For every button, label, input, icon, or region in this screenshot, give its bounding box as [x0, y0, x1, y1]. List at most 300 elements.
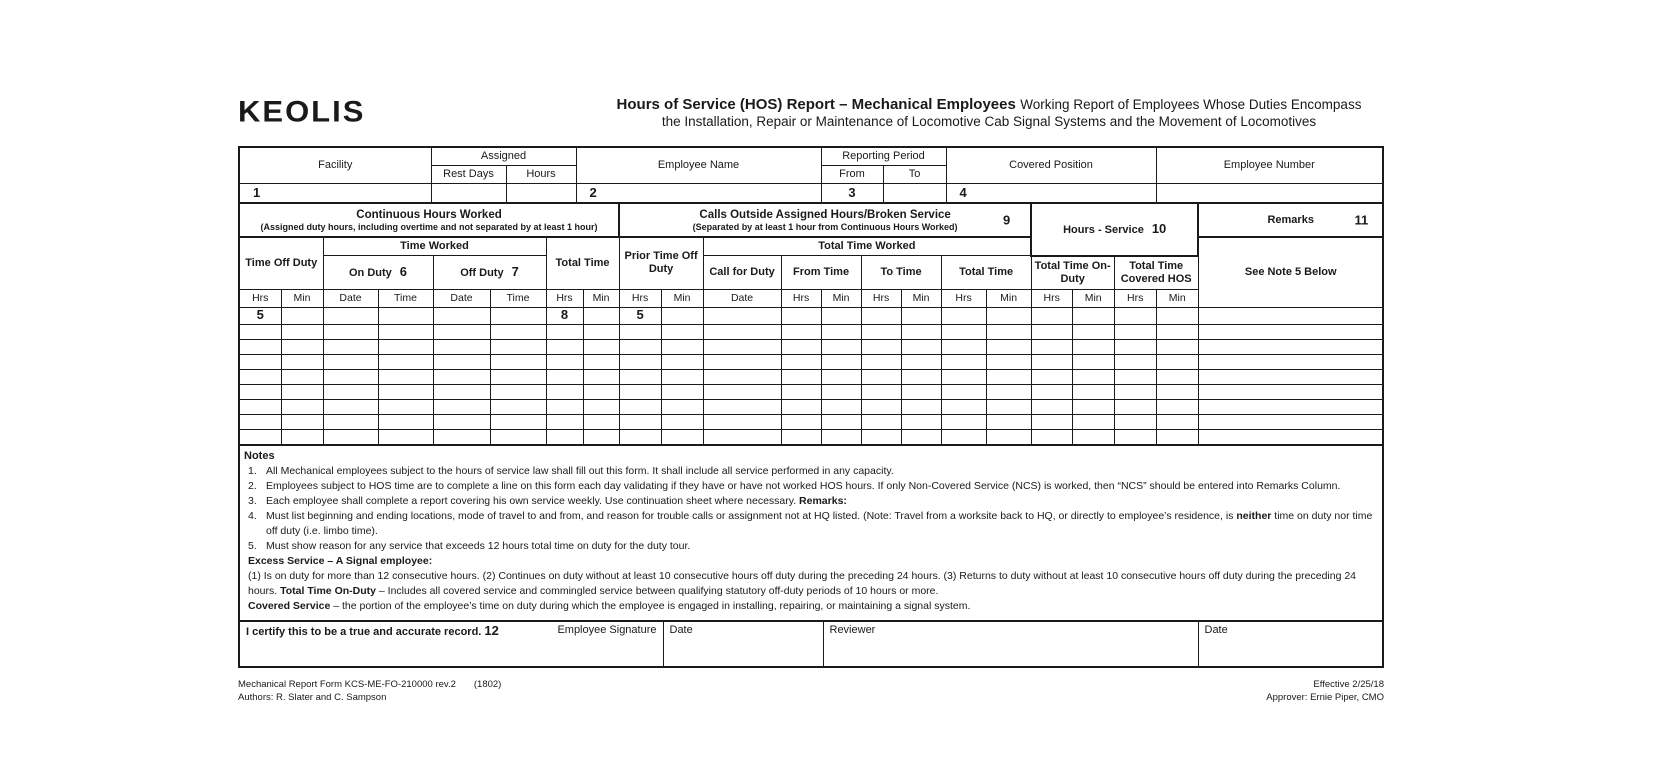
grid-empty-cell [1156, 369, 1198, 384]
grid-empty-cell [986, 339, 1031, 354]
grid-empty-cell [1072, 384, 1114, 399]
note-1-text: All Mechanical employees subject to the hours of service law shall fill out this form. It shall include all service performed in any capacity. [266, 464, 894, 477]
unit-label: Hrs [941, 289, 986, 307]
grid-empty-cell [546, 369, 583, 384]
grid-empty-cell [861, 384, 901, 399]
grid-empty-cell [281, 399, 323, 414]
grid-empty-cell [781, 429, 821, 445]
grid-empty-cell [1072, 414, 1114, 429]
hours-header: Hours [506, 166, 576, 184]
grid-empty-cell [1031, 429, 1072, 445]
unit-label: Hrs [781, 289, 821, 307]
field-marker-3: 3 [848, 184, 856, 200]
unit-label: Min [661, 289, 703, 307]
grid-empty-row [239, 399, 1383, 414]
grid-empty-cell [378, 429, 433, 445]
grid-empty-cell [378, 339, 433, 354]
grid-empty-cell [1114, 369, 1156, 384]
grid-empty-cell [986, 384, 1031, 399]
grid-empty-cell [1198, 324, 1383, 339]
note-2 [244, 479, 1376, 494]
footer-approver: Approver: Ernie Piper, CMO [1266, 691, 1384, 703]
grid-empty-cell [901, 429, 941, 445]
grid-empty-cell [941, 354, 986, 369]
unit-label: Hrs [1031, 289, 1072, 307]
grid-empty-cell [1198, 339, 1383, 354]
grid-empty-cell [1114, 339, 1156, 354]
grid-empty-cell [1156, 354, 1198, 369]
grid-empty-cell [703, 429, 781, 445]
note-1-number: 1. [248, 464, 257, 477]
grid-empty-cell [281, 324, 323, 339]
grid-empty-cell [1114, 354, 1156, 369]
unit-label: Min [901, 289, 941, 307]
grid-empty-cell [1198, 429, 1383, 445]
grid-empty-cell [1072, 369, 1114, 384]
grid-empty-cell [490, 324, 546, 339]
unit-label: Date [323, 289, 378, 307]
grid-empty-cell [661, 339, 703, 354]
field-marker-10: 10 [1151, 220, 1167, 236]
grid-empty-cell [861, 429, 901, 445]
excess-service-heading: Excess Service – A Signal employee: [248, 554, 433, 567]
grid-empty-cell [490, 339, 546, 354]
on-duty-label: On Duty [348, 266, 392, 279]
hos-report-form [238, 96, 1384, 704]
grid-empty-cell [433, 414, 490, 429]
notes-section [238, 444, 1384, 622]
calls-outside-header [619, 203, 1031, 237]
grid-empty-cell [433, 399, 490, 414]
continuous-hours-header [239, 203, 619, 237]
grid-empty-cell [1198, 384, 1383, 399]
grid-empty-rows [239, 324, 1383, 445]
grid-empty-cell [661, 324, 703, 339]
grid-empty-cell [378, 369, 433, 384]
footer-form-id: Mechanical Report Form KCS-ME-FO-210000 rev.2 [238, 678, 456, 690]
grid-empty-cell [821, 399, 861, 414]
grid-empty-cell [619, 429, 661, 445]
note-3-pre: Each employee shall complete a report covering his own service weekly. Use continuation sheet where necessary. [266, 494, 800, 507]
employee-number-header: Employee Number [1156, 147, 1383, 184]
form-header [238, 96, 1384, 130]
grid-empty-cell [901, 399, 941, 414]
grid-empty-cell [490, 414, 546, 429]
note-5 [244, 539, 1376, 554]
grid-empty-cell [323, 399, 378, 414]
grid-empty-cell [703, 399, 781, 414]
field-marker-11: 11 [1354, 212, 1369, 228]
calls-outside-title: Calls Outside Assigned Hours/Broken Service [699, 208, 951, 221]
grid-empty-cell [661, 384, 703, 399]
note-4-number: 4. [248, 509, 257, 522]
continuous-hours-subtitle: (Assigned duty hours, including overtime and not separated by at least 1 hour) [260, 221, 598, 232]
signature-date-cell: Date [663, 621, 823, 667]
unit-label: Min [1072, 289, 1114, 307]
grid-empty-cell [901, 369, 941, 384]
grid-empty-cell [619, 414, 661, 429]
grid-empty-cell [821, 369, 861, 384]
grid-empty-cell [781, 384, 821, 399]
call-for-duty-header: Call for Duty [703, 256, 781, 290]
grid-empty-cell [433, 354, 490, 369]
grid-empty-cell [1156, 324, 1198, 339]
grid-empty-cell [1114, 399, 1156, 414]
grid-empty-cell [433, 384, 490, 399]
field-marker-5a: 5 [256, 307, 264, 322]
reporting-period-header: Reporting Period [821, 147, 946, 166]
note-1 [244, 464, 1376, 479]
grid-empty-cell [941, 429, 986, 445]
grid-empty-cell [661, 429, 703, 445]
field-marker-8: 8 [560, 307, 569, 322]
field-marker-4: 4 [959, 184, 967, 200]
unit-label: Min [986, 289, 1031, 307]
rest-days-field [431, 184, 506, 204]
note-2-text: Employees subject to HOS time are to complete a line on this form each day validating if they have or have not worked HOS hours. If only Non-Covered Service (NCS) is worked, then “NCS” should be entered into Remarks Column. [266, 479, 1341, 492]
certify-statement: I certify this to be a true and accurate record. [246, 625, 482, 638]
grid-empty-cell [781, 399, 821, 414]
grid-empty-cell [781, 414, 821, 429]
note-4-post: time on duty nor time off duty (i.e. limbo time). [266, 509, 1373, 537]
grid-empty-cell [378, 324, 433, 339]
grid-empty-cell [323, 339, 378, 354]
unit-label: Date [433, 289, 490, 307]
grid-empty-cell [986, 369, 1031, 384]
field-marker-7: 7 [511, 263, 519, 279]
grid-empty-cell [821, 414, 861, 429]
unit-label: Min [1156, 289, 1198, 307]
grid-empty-cell [1114, 414, 1156, 429]
employee-info-table [238, 146, 1384, 204]
footer-effective: Effective 2/25/18 [1313, 678, 1384, 690]
grid-empty-cell [546, 324, 583, 339]
grid-empty-cell [619, 384, 661, 399]
grid-empty-cell [239, 414, 281, 429]
off-duty-label: Off Duty [460, 266, 504, 279]
excess-pre: (1) Is on duty for more than 12 consecutive hours. (2) Continues on duty without at least 10 consecutive hours off duty during the preceding 24 hours. (3) Returns to duty without at least 10 consecutive hours off duty during the preceding 24 hours. [248, 569, 1357, 597]
grid-empty-cell [781, 339, 821, 354]
time-worked-header: Time Worked [323, 237, 546, 256]
grid-empty-cell [619, 354, 661, 369]
note-3-bold: Remarks: [799, 494, 847, 507]
total-time2-header: Total Time [941, 256, 1031, 290]
form-title-sub: Working Report of Employees Whose Duties Encompass [1020, 97, 1362, 112]
note-3-text [266, 494, 1376, 509]
see-note-cell: See Note 5 Below [1198, 237, 1383, 307]
unit-label: Min [281, 289, 323, 307]
grid-empty-row [239, 354, 1383, 369]
reviewer-cell: Reviewer [823, 621, 1198, 667]
grid-empty-cell [1156, 429, 1198, 445]
grid-empty-cell [986, 399, 1031, 414]
grid-empty-cell [781, 354, 821, 369]
unit-label: Hrs [1114, 289, 1156, 307]
grid-empty-cell [490, 429, 546, 445]
excess-post: – Includes all covered service and commingled service between qualifying statutory off-duty periods of 10 hours or more. [375, 584, 939, 597]
field-marker-5b: 5 [636, 307, 644, 322]
grid-empty-cell [1072, 399, 1114, 414]
grid-empty-cell [1156, 399, 1198, 414]
reviewer-date-cell: Date [1198, 621, 1383, 667]
grid-empty-cell [1072, 324, 1114, 339]
unit-label: Min [821, 289, 861, 307]
grid-empty-cell [1031, 414, 1072, 429]
certification-table [238, 620, 1384, 668]
from-field [821, 184, 883, 204]
field-marker-6: 6 [399, 263, 407, 279]
grid-empty-cell [378, 354, 433, 369]
hours-service-header [1031, 203, 1198, 256]
grid-empty-cell [378, 399, 433, 414]
grid-empty-row [239, 324, 1383, 339]
covered-service-post: – the portion of the employee’s time on duty during which the employee is engaged in installing, repairing, or maintaining a signal system. [330, 599, 971, 612]
grid-empty-cell [901, 324, 941, 339]
grid-empty-cell [490, 354, 546, 369]
from-time-header: From Time [781, 256, 861, 290]
field-marker-1: 1 [253, 184, 261, 200]
grid-empty-cell [323, 414, 378, 429]
grid-empty-cell [986, 324, 1031, 339]
grid-empty-cell [546, 339, 583, 354]
grid-empty-cell [781, 324, 821, 339]
grid-empty-cell [619, 369, 661, 384]
rest-days-header: Rest Days [431, 166, 506, 184]
note-3 [244, 494, 1376, 509]
grid-empty-cell [941, 339, 986, 354]
footer-left [238, 678, 501, 704]
calls-outside-subtitle: (Separated by at least 1 hour from Continuous Hours Worked) [692, 221, 958, 232]
unit-label: Hrs [861, 289, 901, 307]
covered-service-bold: Covered Service [248, 599, 331, 612]
grid-empty-cell [323, 324, 378, 339]
grid-empty-cell [901, 414, 941, 429]
grid-empty-row [239, 414, 1383, 429]
hours-field [506, 184, 576, 204]
time-off-hrs-cell [239, 307, 281, 324]
grid-empty-cell [583, 354, 619, 369]
grid-empty-cell [661, 369, 703, 384]
grid-empty-cell [619, 339, 661, 354]
grid-empty-cell [861, 324, 901, 339]
to-time-header: To Time [861, 256, 941, 290]
employee-number-field [1156, 184, 1383, 204]
grid-empty-cell [546, 384, 583, 399]
grid-empty-cell [1198, 414, 1383, 429]
grid-empty-cell [281, 429, 323, 445]
grid-empty-row [239, 384, 1383, 399]
form-footer [238, 678, 1384, 704]
excess-bold: Total Time On-Duty [280, 584, 376, 597]
remarks-cell [1198, 307, 1383, 324]
note-3-number: 3. [248, 494, 257, 507]
grid-empty-cell [1031, 339, 1072, 354]
footer-authors: Authors: R. Slater and C. Sampson [238, 691, 387, 703]
note-5-text: Must show reason for any service that exceeds 12 hours total time on duty for the duty tour. [266, 539, 691, 552]
grid-empty-cell [1031, 369, 1072, 384]
grid-empty-cell [433, 339, 490, 354]
grid-empty-cell [583, 399, 619, 414]
grid-empty-row [239, 369, 1383, 384]
grid-empty-cell [378, 414, 433, 429]
grid-empty-cell [1072, 429, 1114, 445]
grid-empty-cell [546, 399, 583, 414]
employee-name-field [576, 184, 821, 204]
grid-empty-cell [281, 339, 323, 354]
grid-empty-cell [490, 369, 546, 384]
grid-empty-cell [861, 339, 901, 354]
grid-empty-cell [861, 414, 901, 429]
grid-empty-cell [583, 429, 619, 445]
prior-time-hrs-cell [619, 307, 661, 324]
grid-empty-cell [821, 324, 861, 339]
grid-empty-cell [703, 369, 781, 384]
grid-empty-cell [821, 354, 861, 369]
facility-header: Facility [239, 147, 431, 184]
grid-empty-cell [433, 369, 490, 384]
grid-empty-cell [281, 414, 323, 429]
grid-empty-cell [619, 324, 661, 339]
grid-empty-cell [901, 339, 941, 354]
note-5-number: 5. [248, 539, 257, 552]
grid-empty-cell [1031, 324, 1072, 339]
grid-empty-cell [986, 414, 1031, 429]
footer-right [1266, 678, 1384, 704]
prior-time-off-duty-header: Prior Time Off Duty [619, 237, 703, 289]
note-4-bold: neither [1236, 509, 1272, 522]
grid-empty-cell [941, 399, 986, 414]
note-2-number: 2. [248, 479, 257, 492]
covered-position-field [946, 184, 1156, 204]
total-time-on-duty-header: Total Time On-Duty [1031, 256, 1114, 290]
grid-empty-cell [941, 369, 986, 384]
footer-form-code: (1802) [473, 678, 502, 690]
total-time-covered-hos-header: Total Time Covered HOS [1114, 256, 1198, 290]
grid-empty-cell [433, 324, 490, 339]
grid-empty-cell [703, 339, 781, 354]
remarks-header [1198, 203, 1383, 237]
grid-empty-cell [281, 384, 323, 399]
form-title [594, 96, 1384, 130]
unit-label: Min [583, 289, 619, 307]
unit-label: Hrs [546, 289, 583, 307]
grid-empty-cell [941, 324, 986, 339]
grid-empty-cell [239, 354, 281, 369]
form-title-line2: the Installation, Repair or Maintenance of Locomotive Cab Signal Systems and the Movement of Locomotives [661, 114, 1317, 129]
grid-empty-cell [861, 399, 901, 414]
grid-empty-cell [546, 429, 583, 445]
hours-service-label: Hours - Service [1063, 223, 1144, 236]
excess-service-text [244, 569, 1376, 599]
grid-empty-cell [661, 354, 703, 369]
grid-empty-cell [821, 339, 861, 354]
grid-empty-cell [323, 384, 378, 399]
grid-empty-cell [583, 384, 619, 399]
remarks-label: Remarks [1267, 213, 1314, 226]
field-marker-2: 2 [589, 184, 597, 200]
unit-label: Hrs [239, 289, 281, 307]
grid-empty-cell [781, 369, 821, 384]
unit-label: Time [378, 289, 433, 307]
grid-empty-cell [619, 399, 661, 414]
certify-cell [239, 621, 663, 667]
grid-empty-cell [1198, 354, 1383, 369]
grid-empty-cell [323, 369, 378, 384]
note-4-text [266, 509, 1376, 539]
grid-empty-cell [1031, 354, 1072, 369]
covered-service-text [244, 599, 1376, 614]
grid-empty-cell [861, 369, 901, 384]
grid-empty-cell [583, 369, 619, 384]
grid-empty-cell [239, 324, 281, 339]
form-title-main: Hours of Service (HOS) Report – Mechanical Employees [616, 96, 1016, 113]
keolis-logo: KEOLIS [238, 94, 366, 129]
grid-empty-cell [583, 324, 619, 339]
total-time-header: Total Time [546, 237, 619, 289]
to-header: To [883, 166, 946, 184]
unit-label: Hrs [619, 289, 661, 307]
grid-empty-cell [941, 414, 986, 429]
grid-empty-cell [1072, 354, 1114, 369]
grid-empty-cell [861, 354, 901, 369]
grid-empty-cell [1114, 384, 1156, 399]
grid-empty-cell [1114, 324, 1156, 339]
grid-empty-cell [1031, 384, 1072, 399]
grid-empty-cell [1198, 399, 1383, 414]
grid-empty-cell [546, 354, 583, 369]
covered-position-header: Covered Position [946, 147, 1156, 184]
off-duty-header [433, 256, 546, 290]
time-off-duty-header: Time Off Duty [239, 237, 323, 289]
grid-empty-cell [703, 384, 781, 399]
unit-label: Time [490, 289, 546, 307]
grid-empty-cell [661, 414, 703, 429]
grid-empty-cell [490, 399, 546, 414]
notes-heading: Notes [244, 449, 275, 462]
assigned-header: Assigned [431, 147, 576, 166]
field-marker-9: 9 [1002, 212, 1011, 228]
grid-empty-cell [239, 339, 281, 354]
grid-empty-cell [986, 354, 1031, 369]
grid-empty-cell [703, 354, 781, 369]
field-marker-12: 12 [484, 622, 499, 638]
grid-empty-cell [986, 429, 1031, 445]
grid-empty-cell [1156, 384, 1198, 399]
grid-empty-cell [1156, 339, 1198, 354]
grid-empty-cell [281, 354, 323, 369]
unit-label: Date [703, 289, 781, 307]
grid-empty-row [239, 429, 1383, 445]
grid-empty-cell [378, 384, 433, 399]
grid-empty-cell [239, 429, 281, 445]
grid-empty-cell [941, 384, 986, 399]
grid-empty-cell [703, 414, 781, 429]
grid-empty-cell [239, 384, 281, 399]
employee-name-header: Employee Name [576, 147, 821, 184]
grid-empty-cell [1198, 369, 1383, 384]
facility-field [239, 184, 431, 204]
employee-signature-label: Employee Signature [557, 623, 657, 636]
from-header: From [821, 166, 883, 184]
grid-empty-cell [1072, 339, 1114, 354]
grid-empty-cell [239, 369, 281, 384]
grid-empty-cell [901, 354, 941, 369]
to-field [883, 184, 946, 204]
grid-empty-cell [546, 414, 583, 429]
grid-empty-cell [490, 384, 546, 399]
hours-grid-table [238, 202, 1384, 446]
note-4 [244, 509, 1376, 539]
